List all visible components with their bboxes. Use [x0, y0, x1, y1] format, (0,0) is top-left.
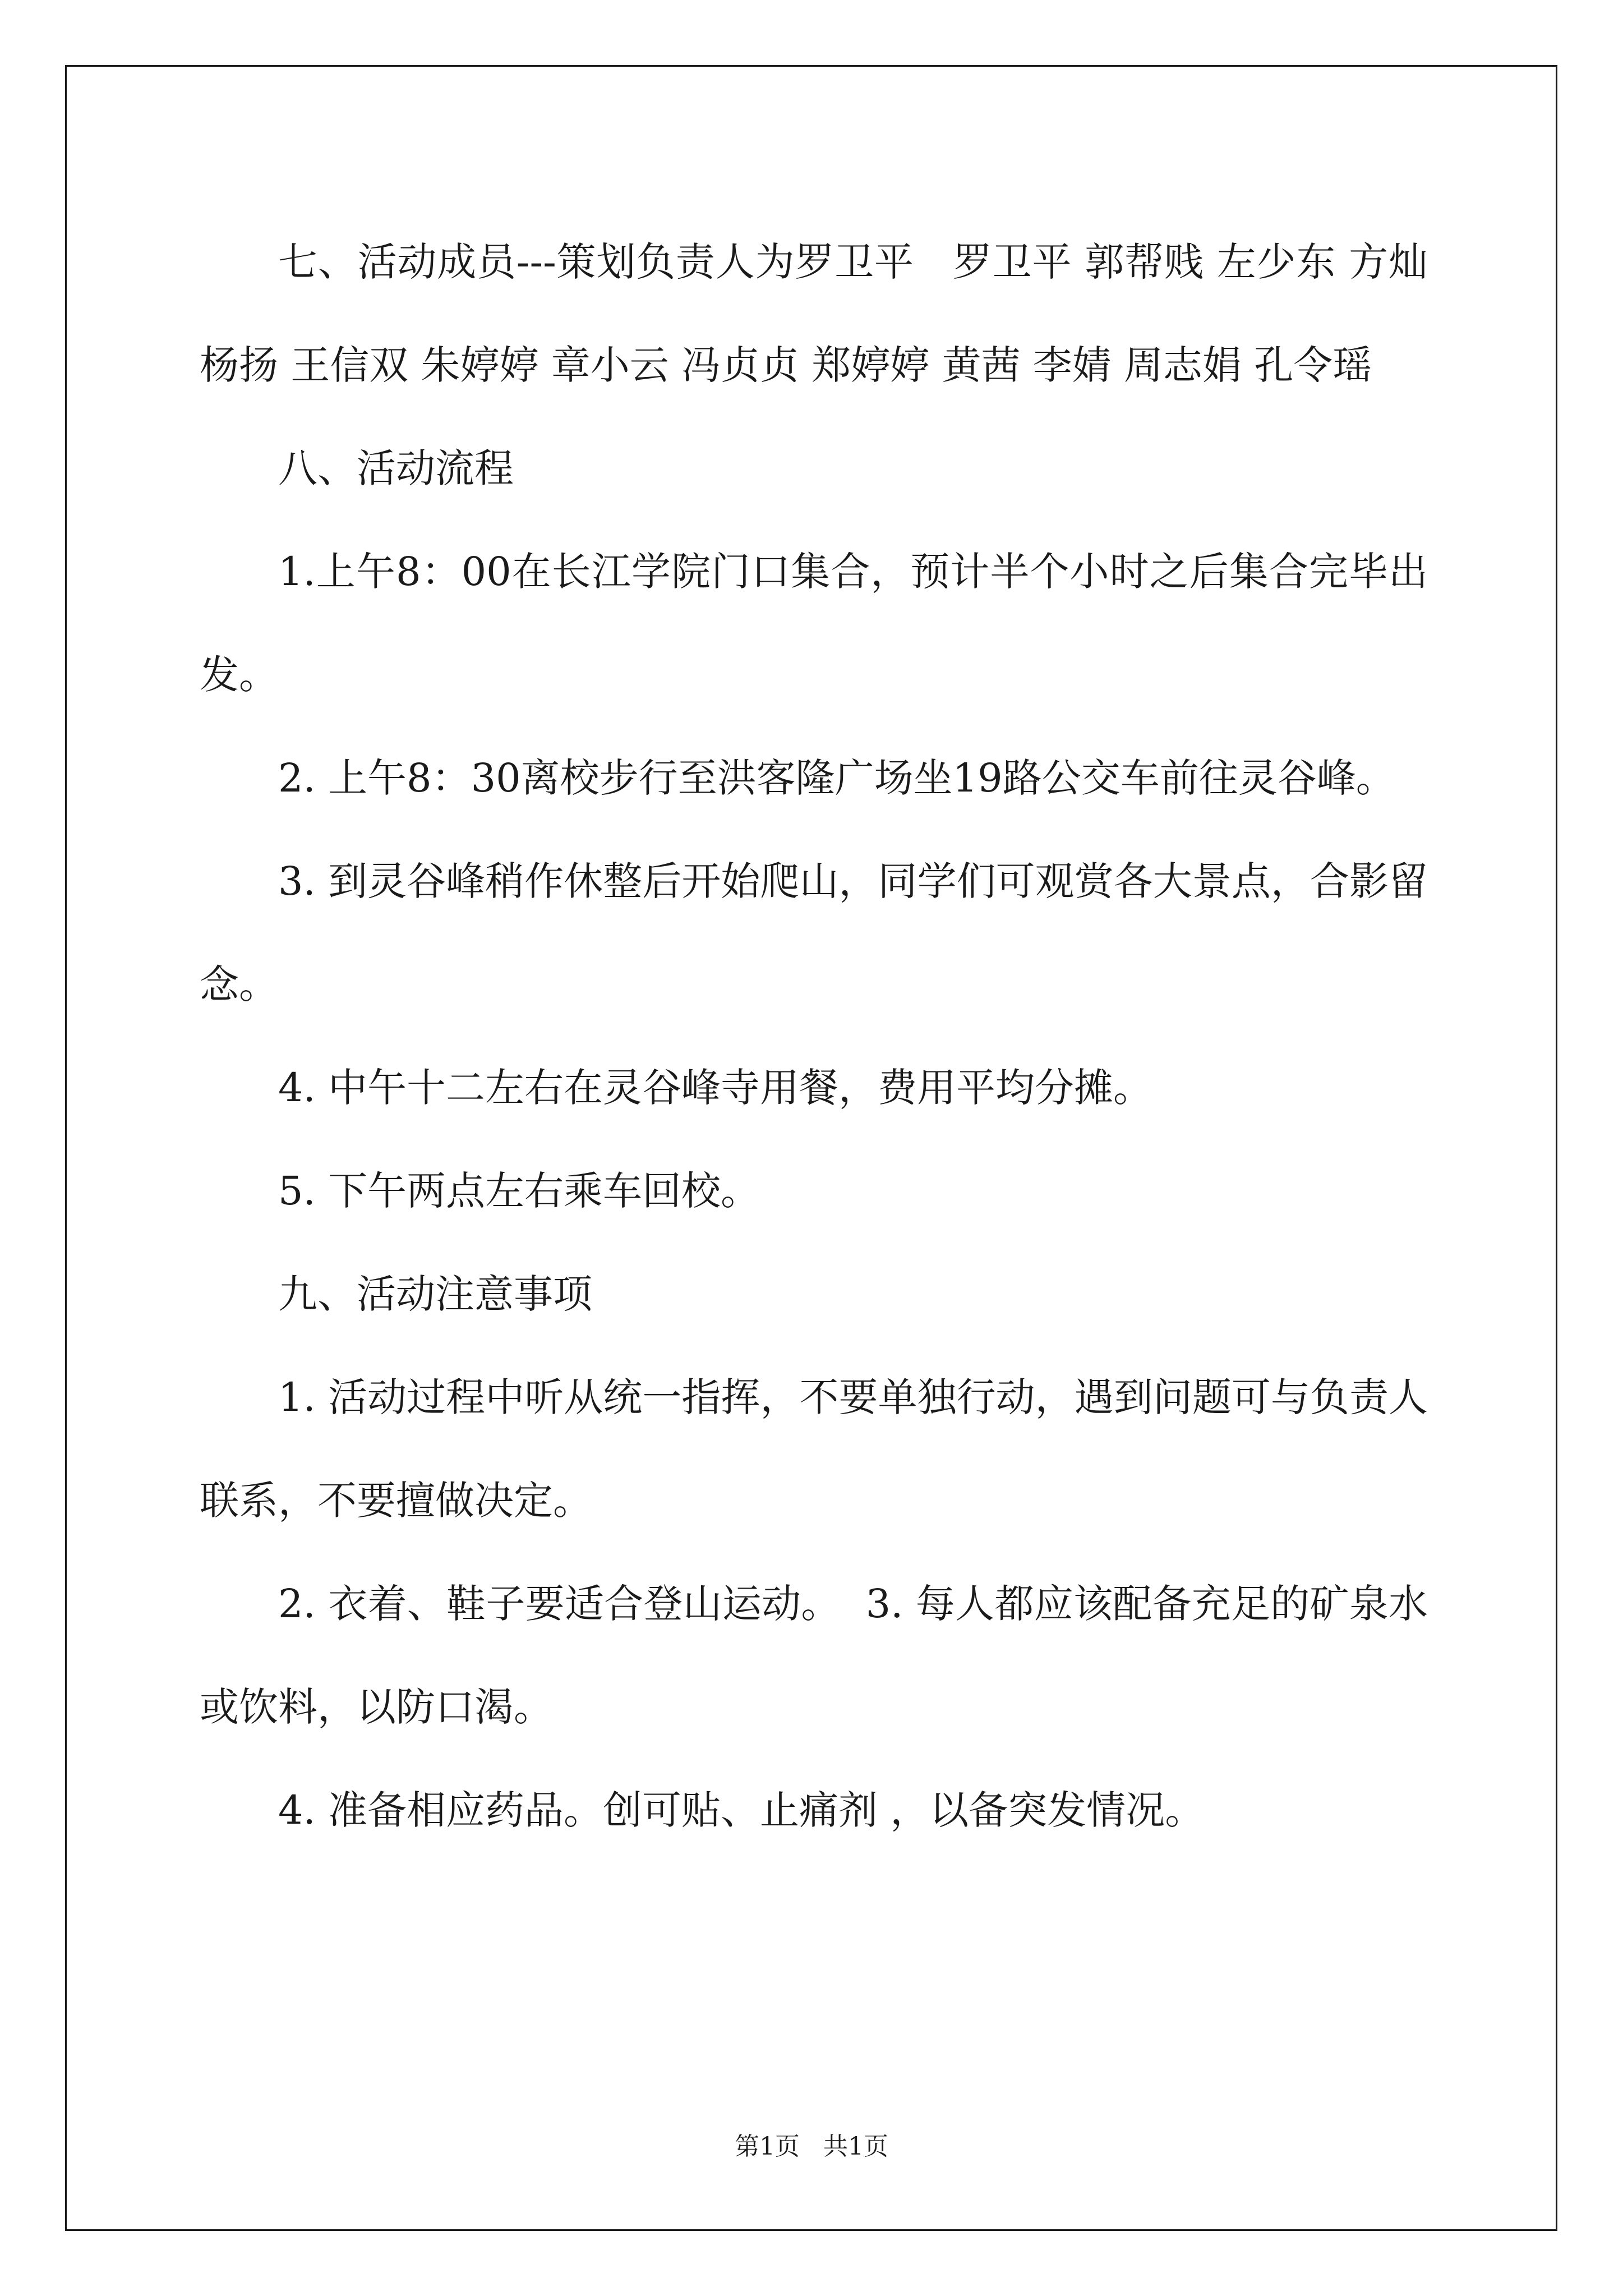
paragraph-step-2: 2. 上午8：30离校步行至洪客隆广场坐19路公交车前往灵谷峰。 [278, 755, 1395, 801]
heading-activity-process: 八、活动流程 [278, 445, 514, 491]
paragraph-step-5: 5. 下午两点左右乘车回校。 [278, 1168, 760, 1214]
paragraph-precaution-4: 4. 准备相应药品。创可贴、止痛剂 ，以备突发情况。 [278, 1787, 1205, 1833]
heading-precautions: 九、活动注意事项 [278, 1271, 592, 1317]
paragraph-step-3: 3. 到灵谷峰稍作休整后开始爬山，同学们可观赏各大景点，合影留念。 [200, 858, 1428, 1007]
paragraph-precaution-2-3: 2. 衣着、鞋子要适合登山运动。 3. 每人都应该配备充足的矿泉水或饮料，以防口渴。 [200, 1581, 1428, 1730]
paragraph-step-4: 4. 中午十二左右在灵谷峰寺用餐，费用平均分摊。 [278, 1065, 1153, 1111]
paragraph-precaution-1: 1. 活动过程中听从统一指挥，不要单独行动，遇到问题可与负责人联系，不要擅做决定。 [200, 1374, 1428, 1524]
paragraph-step-1: 1.上午8：00在长江学院门口集合，预计半个小时之后集合完毕出发。 [200, 549, 1428, 698]
page-number: 第1页 共1页 [735, 2132, 888, 2161]
document-body [200, 210, 1441, 1862]
paragraph-members: 七、活动成员---策划负责人为罗卫平 罗卫平 郭帮贱 左少东 方灿 杨扬 王信双 朱婷婷 章小云 冯贞贞 郑婷婷 黄茜 李婧 周志娟 孔令瑶 [200, 239, 1441, 388]
